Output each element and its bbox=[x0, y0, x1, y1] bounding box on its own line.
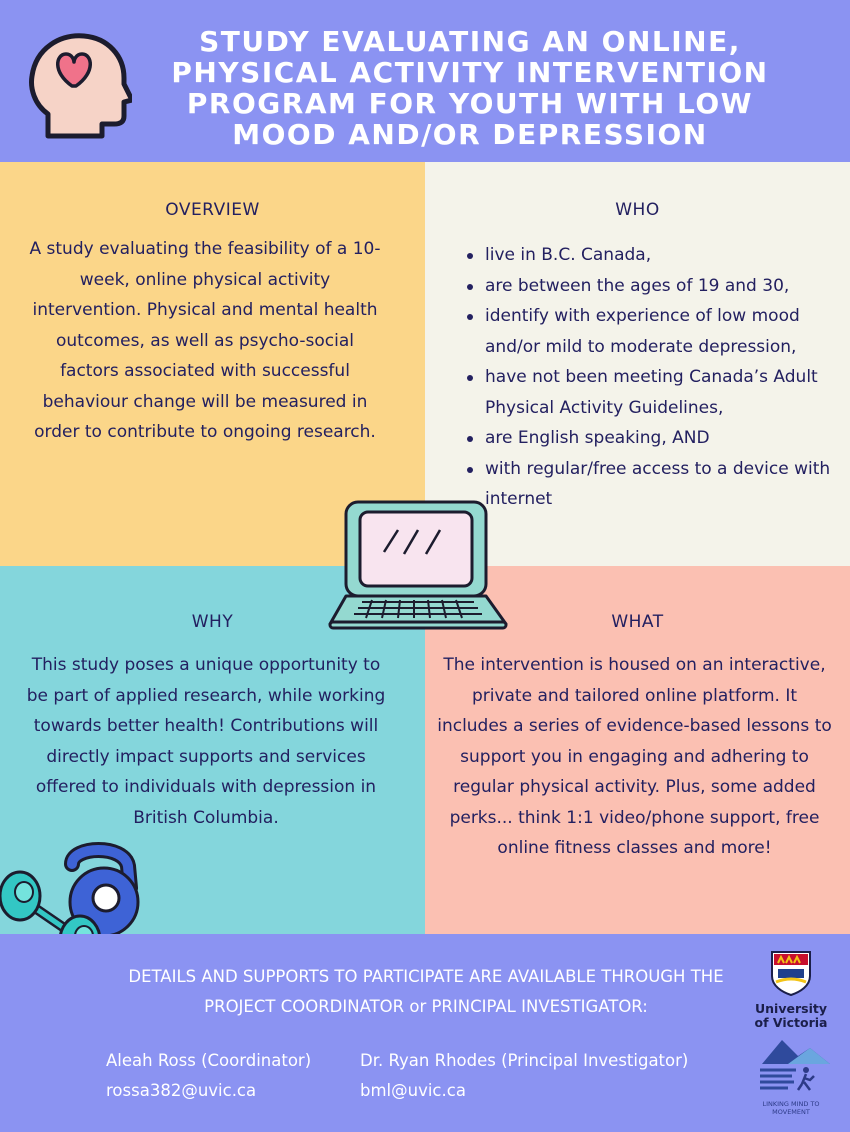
uvic-logo bbox=[748, 950, 834, 1116]
mountain-runner-logo-icon bbox=[748, 1036, 834, 1092]
footer bbox=[0, 934, 850, 1132]
what-heading: WHAT bbox=[611, 612, 664, 632]
list-item: identify with experience of low mood and/or mild to moderate depression, bbox=[463, 301, 848, 362]
list-item: live in B.C. Canada, bbox=[463, 240, 848, 271]
list-item: have not been meeting Canada’s Adult Physical Activity Guidelines, bbox=[463, 362, 848, 423]
list-item: are English speaking, AND bbox=[463, 423, 848, 454]
investigator-email[interactable]: bml@uvic.ca bbox=[360, 1081, 466, 1100]
head-heart-icon bbox=[28, 32, 132, 144]
coordinator-contact bbox=[106, 1046, 311, 1106]
what-text: The intervention is housed on an interactive, private and tailored online platform. It includes a series of evidence-based lessons to support you in engaging and adhering to regular physical activity. Plus, some added perks... think 1:1 video/phone support, free online fitness classes and more! bbox=[437, 655, 832, 858]
university-name: University of Victoria bbox=[754, 1001, 828, 1030]
list-item: with regular/free access to a device with internet bbox=[463, 454, 848, 515]
overview-heading: OVERVIEW bbox=[165, 200, 260, 220]
lab-name: LINKING MIND TO MOVEMENT bbox=[762, 1100, 820, 1116]
coordinator-email[interactable]: rossa382@uvic.ca bbox=[106, 1081, 257, 1100]
why-heading: WHY bbox=[191, 612, 234, 632]
contact-note: DETAILS AND SUPPORTS TO PARTICIPATE ARE AVAILABLE THROUGH THE PROJECT COORDINATOR or PRINCIPAL INVESTIGATOR: bbox=[128, 967, 724, 1016]
investigator-name: Dr. Ryan Rhodes (Principal Investigator) bbox=[360, 1051, 689, 1070]
why-text: This study poses a unique opportunity to be part of applied research, while working towards better health! Contributions will directly impact supports and services offered to individuals with depression in British Columbia. bbox=[26, 655, 386, 828]
who-criteria-list bbox=[463, 240, 848, 515]
coordinator-name: Aleah Ross (Coordinator) bbox=[106, 1051, 312, 1070]
list-item: are between the ages of 19 and 30, bbox=[463, 271, 848, 302]
page-title: STUDY EVALUATING AN ONLINE, PHYSICAL ACTIVITY INTERVENTION PROGRAM FOR YOUTH WITH LOW MOOD AND/OR DEPRESSION bbox=[171, 25, 769, 151]
laptop-icon bbox=[326, 496, 510, 632]
who-heading: WHO bbox=[615, 200, 660, 220]
uvic-crest-icon bbox=[748, 950, 834, 996]
header-banner bbox=[0, 0, 850, 162]
investigator-contact bbox=[360, 1046, 688, 1106]
overview-text: A study evaluating the feasibility of a 10-week, online physical activity intervention. Physical and mental health outcomes, as well as psycho-social factors associated with successful behaviour change will be measured in order to contribute to ongoing research. bbox=[29, 239, 381, 442]
